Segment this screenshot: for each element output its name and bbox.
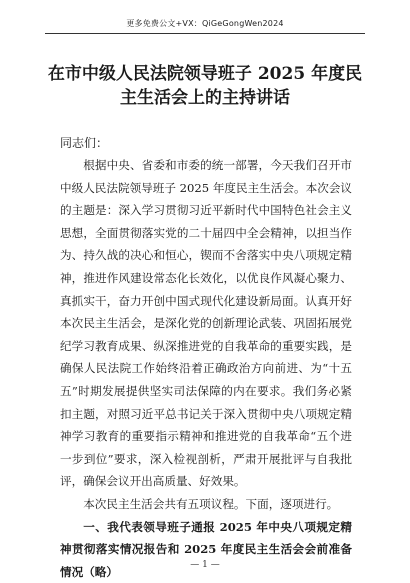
- paragraph-agenda: 本次民主生活会共有五项议程。下面，逐项进行。: [60, 493, 352, 516]
- title-line-2: 主生活会上的主持讲话: [40, 86, 370, 110]
- header-divider: [45, 33, 365, 34]
- page-number: — 1 —: [0, 560, 410, 570]
- title-line-1: 在市中级人民法院领导班子 2025 年度民: [40, 62, 370, 86]
- agenda-item-1: 一、我代表领导班子通报 2025 年中央八项规定精神贯彻落实情况报告和 2025 年度民主生活会会前准备情况（略）: [60, 516, 352, 583]
- salutation: 同志们：: [60, 132, 108, 154]
- paragraph-opening: 根据中央、省委和市委的统一部署，今天我们召开市中级人民法院领导班子 2025 年度民主生活会。本次会议的主题是：深入学习贯彻习近平新时代中国特色社会主义思想，全面贯彻落实党的二十届四中全会精神，以担当作为、持久战的决心和恒心，锲而不舍落实中央八项规定精神，推进作风建设常态化长效化，以优良作风凝心聚力、真抓实干，奋力开创中国式现代化建设新局面。认真开好本次民主生活会，是深化党的创新理论武装、巩固拓展党纪学习教育成果、纵深推进党的自我革命的重要实践，是确保人民法院工作始终沿着正确政治方向前进、为“十五五”时期发展提供坚实司法保障的内在要求。我们务必紧扣主题，对照习近平总书记关于深入贯彻中央八项规定精神学习教育的重要指示精神和推进党的自我革命“五个进一步到位”要求，深入检视剖析，严肃开展批评与自我批评，确保会议开出高质量、好效果。: [60, 154, 352, 493]
- document-title: [40, 62, 370, 110]
- header-note: 更多免费公文+VX：QiGeGongWen2024: [0, 18, 410, 29]
- document-body: [60, 154, 352, 583]
